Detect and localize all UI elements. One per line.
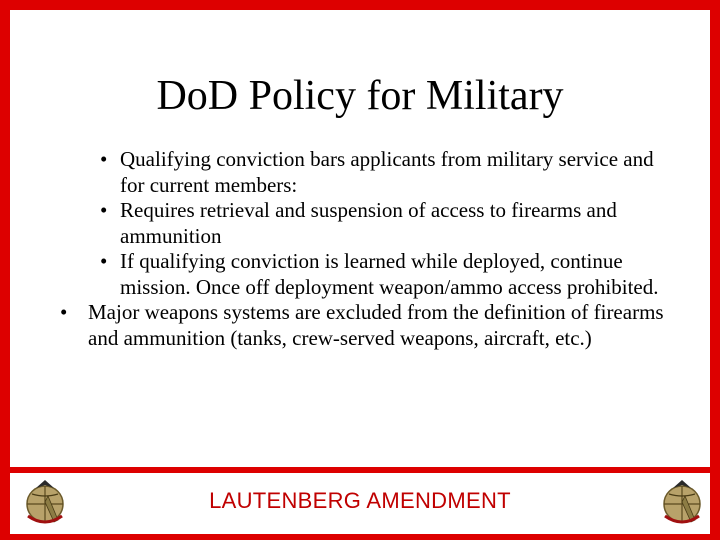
bullet-text: Major weapons systems are excluded from the definition of firearms and ammunition (tanks, crew-served weapons, aircraft, etc.) (88, 300, 664, 350)
bullet-item (100, 198, 660, 249)
bullet-dot: • (100, 147, 108, 171)
bullet-dot: • (60, 300, 68, 324)
bullet-item (60, 300, 668, 351)
footer-divider (0, 467, 720, 473)
bullet-text: Qualifying conviction bars applicants from military service and for current members: (120, 147, 654, 197)
bullet-item (100, 147, 660, 198)
bullet-item (100, 249, 660, 300)
slide-title: DoD Policy for Military (156, 73, 564, 119)
bullet-text: Requires retrieval and suspension of access to firearms and ammunition (120, 198, 617, 248)
frame-top-border (0, 0, 720, 10)
frame-bottom-border (0, 534, 720, 540)
bullet-list (0, 147, 720, 351)
bullet-dot: • (100, 198, 108, 222)
bullet-dot: • (100, 249, 108, 273)
bullet-text: If qualifying conviction is learned while deployed, continue mission. Once off deployment weapon/ammo access prohibited. (120, 249, 659, 299)
footer-title: LAUTENBERG AMENDMENT (209, 488, 511, 513)
